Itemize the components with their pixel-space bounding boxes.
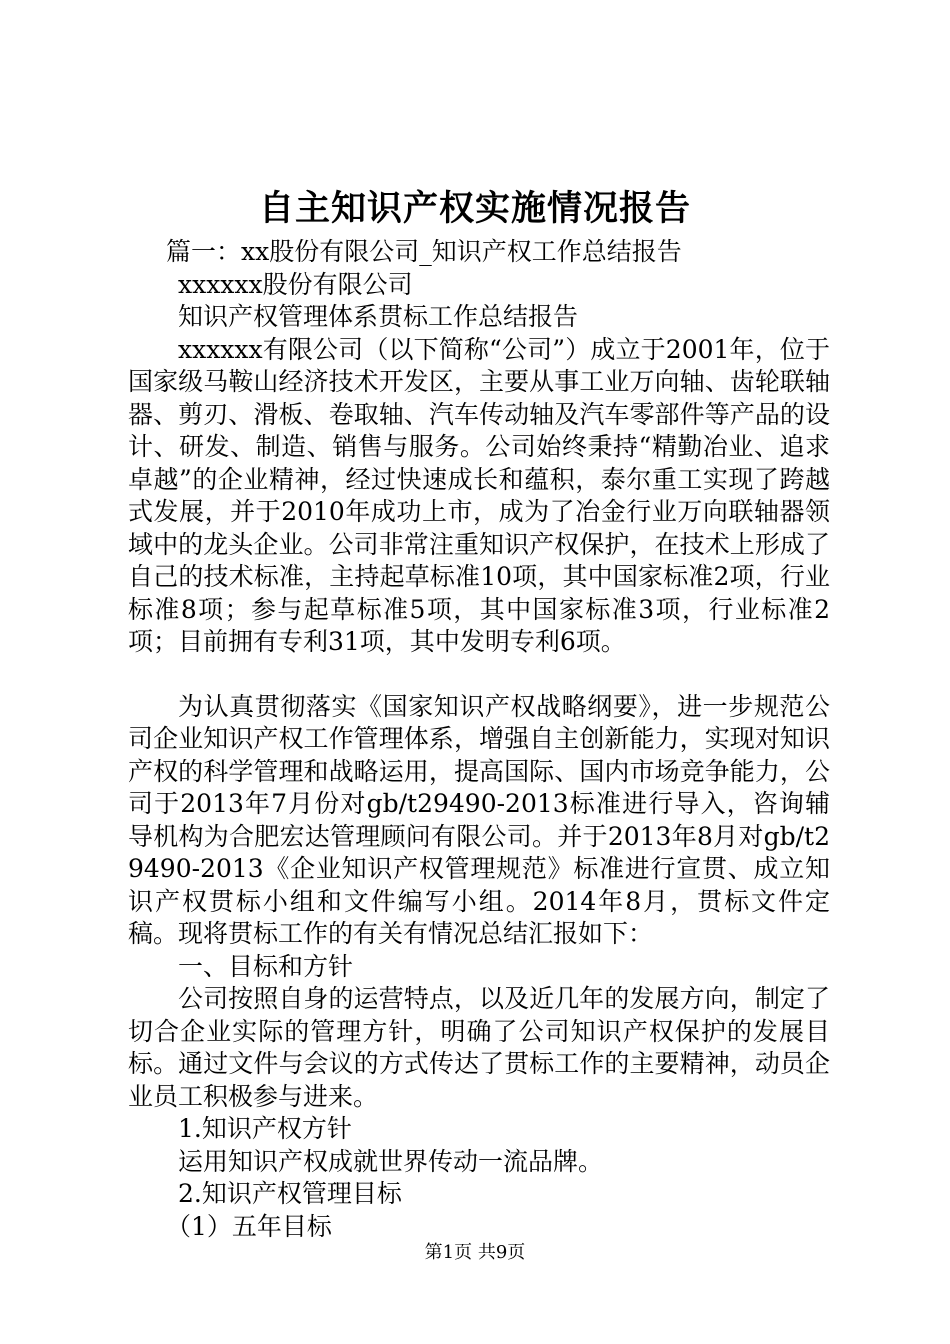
- paragraph-ip-policy: 运用知识产权成就世界传动一流品牌。: [178, 1146, 604, 1176]
- page-number-footer: 第1页 共9页: [424, 1242, 526, 1263]
- section-heading-goals: 一、目标和方针: [178, 951, 354, 981]
- subheading-ip-policy: 1.知识产权方针: [178, 1114, 352, 1143]
- paragraph-implementation: 为认真贯彻落实《国家知识产权战略纲要》，进一步规范公司企业知识产权工作管理体系，增强自主创新能力，实现对知识产权的科学管理和战略运用，提高国际、国内市场竞争能力，公司于2013年7月份对gb/t29490-2013标准进行导入，咨询辅导机构为合肥宏达管理顾问有限公司。并于2013年8月对gb/t29490-2013《企业知识产权管理规范》标准进行宣贯、成立知识产权贯标小组和文件编写小组。2014年8月，贯标文件定稿。现将贯标工作的有关有情况总结汇报如下：: [128, 691, 830, 948]
- paragraph-article-heading: 篇一：xx股份有限公司_知识产权工作总结报告: [166, 237, 682, 266]
- paragraph-company-name: xxxxxx股份有限公司: [178, 269, 413, 299]
- paragraph-company-intro: xxxxxx有限公司（以下简称“公司”）成立于2001年，位于国家级马鞍山经济技术开发区，主要从事工业万向轴、齿轮联轴器、剪刃、滑板、卷取轴、汽车传动轴及汽车零部件等产品的设计、研发、制造、销售与服务。公司始终秉持“精勤冶业、追求卓越”的企业精神，经过快速成长和蕴积，泰尔重工实现了跨越式发展，并于2010年成功上市，成为了冶金行业万向联轴器领域中的龙头企业。公司非常注重知识产权保护，在技术上形成了自己的技术标准，主持起草标准10项，其中国家标准2项，行业标准8项；参与起草标准5项，其中国家标准3项，行业标准2项；目前拥有专利31项，其中发明专利6项。: [128, 334, 830, 656]
- paragraph-spacer: [128, 659, 830, 691]
- document-body: [128, 236, 830, 1243]
- paragraph-report-subtitle: 知识产权管理体系贯标工作总结报告: [178, 302, 579, 331]
- paragraph-goals-body: 公司按照自身的运营特点，以及近几年的发展方向，制定了切合企业实际的管理方针，明确了公司知识产权保护的发展目标。通过文件与会议的方式传达了贯标工作的主要精神，动员企业员工积极参与进来。: [128, 984, 830, 1111]
- document-title: 自主知识产权实施情况报告: [258, 188, 691, 229]
- subheading-five-year-goal: （1）五年目标: [166, 1211, 332, 1241]
- subheading-ip-management-goals: 2.知识产权管理目标: [178, 1179, 402, 1208]
